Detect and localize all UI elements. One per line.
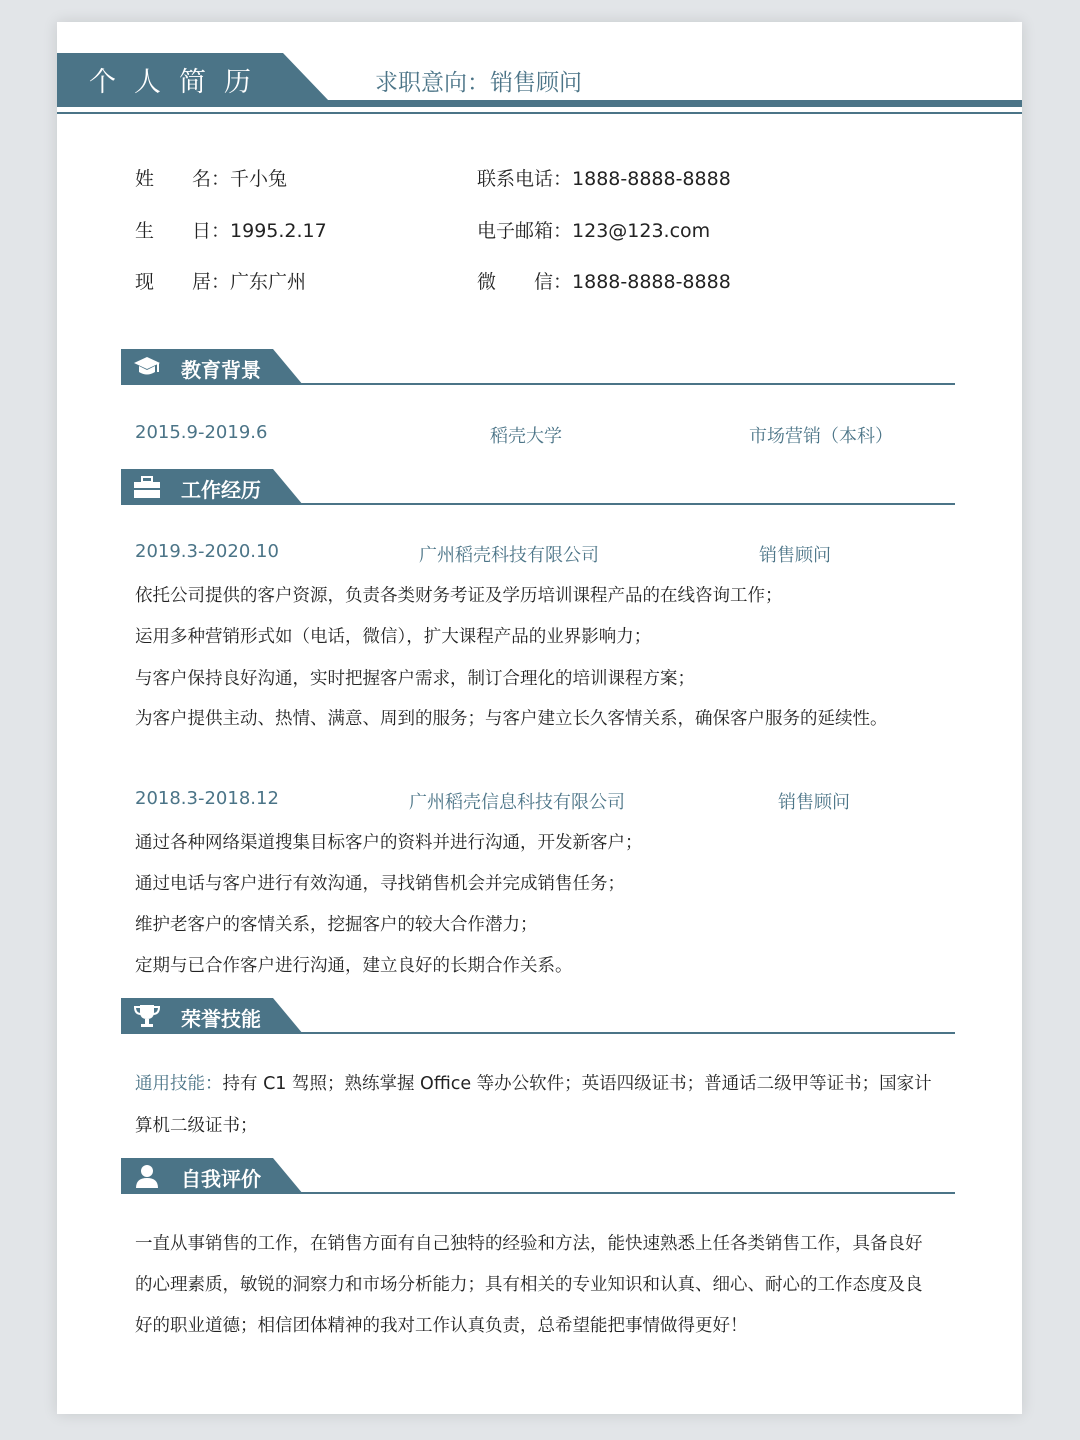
name-label: 姓 名： <box>135 168 231 190</box>
job-duty: 通过各种网络渠道搜集目标客户的资料并进行沟通，开发新客户； <box>135 833 643 853</box>
wechat-value: 1888-8888-8888 <box>572 271 731 293</box>
phone-row <box>477 164 731 191</box>
work-section-header <box>121 469 955 505</box>
header-divider-thin <box>57 112 1022 114</box>
job-duty: 依托公司提供的客户资源，负责各类财务考证及学历培训课程产品的在线咨询工作； <box>135 586 783 606</box>
education-school: 稻壳大学 <box>490 426 562 447</box>
education-period: 2015.9-2019.6 <box>135 422 268 443</box>
birth-label: 生 日： <box>135 220 231 242</box>
resume-title: 个人简历 <box>89 67 269 98</box>
education-section-header <box>121 349 955 385</box>
graduation-cap-icon <box>133 354 161 380</box>
education-title: 教育背景 <box>181 358 261 382</box>
job-company: 广州稻壳科技有限公司 <box>419 545 599 566</box>
briefcase-icon <box>133 474 161 500</box>
self-eval-section-header <box>121 1158 955 1194</box>
job-duty: 与客户保持良好沟通，实时把握客户需求，制订合理化的培训课程方案； <box>135 669 695 689</box>
job-position: 销售顾问 <box>778 792 850 813</box>
birth-row <box>135 216 327 243</box>
phone-value: 1888-8888-8888 <box>572 168 731 190</box>
section-rule <box>121 503 955 505</box>
self-eval-line: 一直从事销售的工作，在销售方面有自己独特的经验和方法，能快速熟悉上任各类销售工作，具备良好 <box>135 1234 923 1254</box>
job-period: 2019.3-2020.10 <box>135 541 279 562</box>
email-row <box>477 216 710 243</box>
job-period: 2018.3-2018.12 <box>135 788 279 809</box>
section-rule <box>121 1032 955 1034</box>
skills-label: 通用技能： <box>135 1074 223 1094</box>
email-value: 123@123.com <box>572 220 711 242</box>
section-rule <box>121 1192 955 1194</box>
job-intent: 求职意向：销售顾问 <box>375 70 582 96</box>
section-rule <box>121 383 955 385</box>
birth-value: 1995.2.17 <box>230 220 327 242</box>
wechat-label: 微 信： <box>477 271 573 293</box>
education-major: 市场营销（本科） <box>749 426 893 447</box>
skills-text: 持有 C1 驾照；熟练掌握 Office 等办公软件；英语四级证书；普通话二级甲等证书；国家计 <box>222 1074 932 1094</box>
residence-label: 现 居： <box>135 271 231 293</box>
residence-row <box>135 267 306 294</box>
self-eval-title: 自我评价 <box>181 1167 261 1191</box>
job-duty: 为客户提供主动、热情、满意、周到的服务；与客户建立长久客情关系，确保客户服务的延续性。 <box>135 709 888 729</box>
job-position: 销售顾问 <box>759 545 831 566</box>
phone-label: 联系电话： <box>477 168 573 190</box>
residence-value: 广东广州 <box>230 271 307 293</box>
self-eval-line: 的心理素质，敏锐的洞察力和市场分析能力；具有相关的专业知识和认真、细心、耐心的工作态度及良 <box>135 1275 923 1295</box>
name-row <box>135 164 287 191</box>
skills-line-continued: 算机二级证书； <box>135 1116 258 1136</box>
wechat-row <box>477 267 731 294</box>
job-duty: 运用多种营销形式如（电话，微信），扩大课程产品的业界影响力； <box>135 627 652 647</box>
skills-line <box>135 1070 932 1095</box>
name-value: 千小兔 <box>230 168 288 190</box>
job-company: 广州稻壳信息科技有限公司 <box>409 792 625 813</box>
resume-sheet <box>57 22 1022 1414</box>
job-duty: 通过电话与客户进行有效沟通，寻找销售机会并完成销售任务； <box>135 874 625 894</box>
person-icon <box>133 1163 161 1189</box>
trophy-icon <box>133 1003 161 1029</box>
email-label: 电子邮箱： <box>477 220 573 242</box>
skills-section-header <box>121 998 955 1034</box>
skills-title: 荣誉技能 <box>181 1007 261 1031</box>
job-duty: 定期与已合作客户进行沟通，建立良好的长期合作关系。 <box>135 956 573 976</box>
header-divider <box>57 100 1022 107</box>
self-eval-line: 好的职业道德；相信团体精神的我对工作认真负责，总希望能把事情做得更好！ <box>135 1316 748 1336</box>
work-title: 工作经历 <box>181 478 261 502</box>
job-duty: 维护老客户的客情关系，挖掘客户的较大合作潜力； <box>135 915 538 935</box>
